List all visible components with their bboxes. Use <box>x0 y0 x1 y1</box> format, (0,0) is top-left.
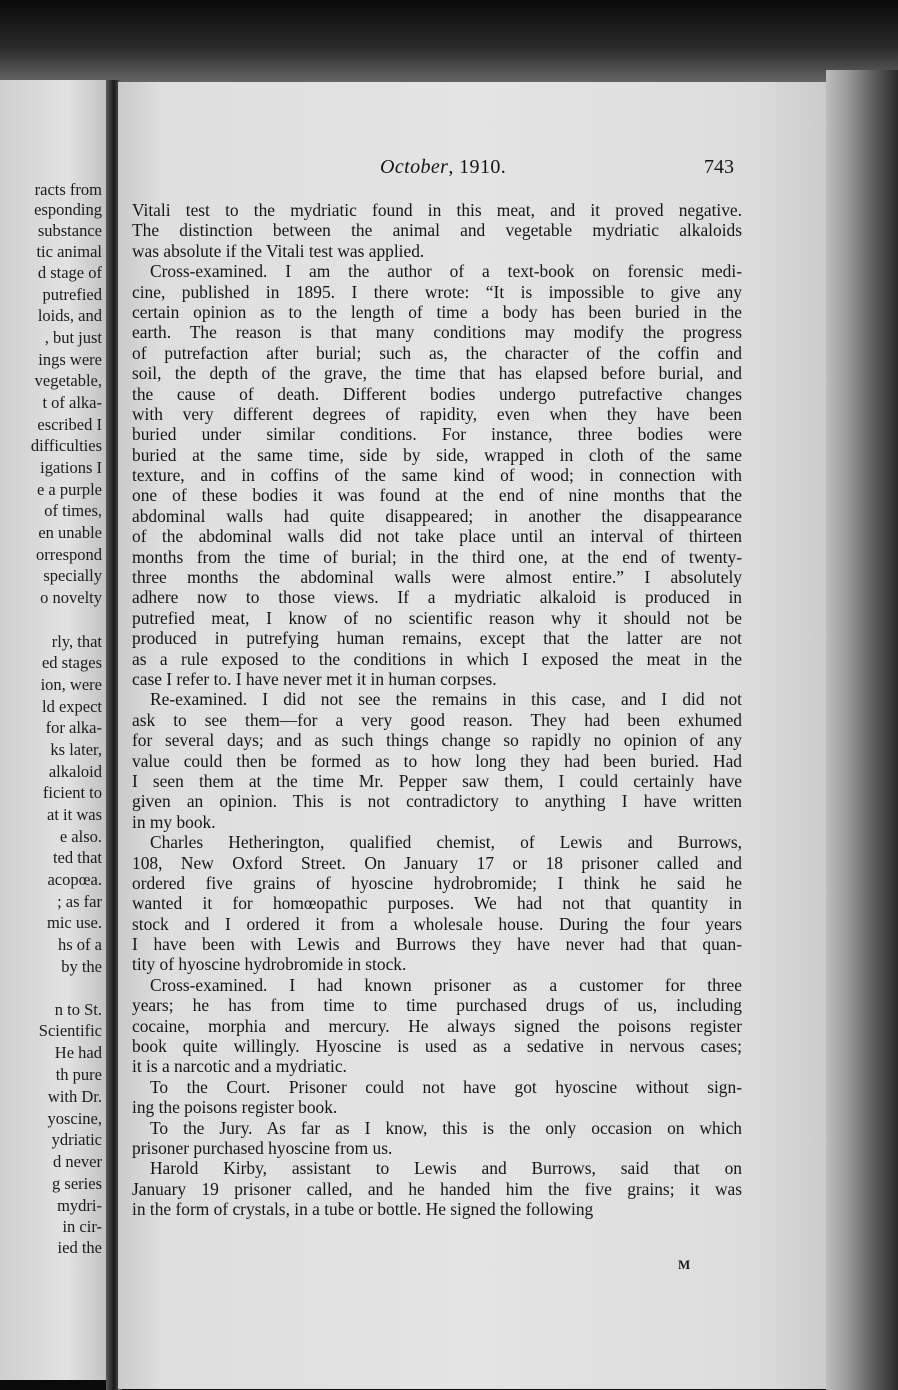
text-line: of putrefaction after burial; such as, the character of the coffin and <box>132 342 742 363</box>
text-line: cine, published in 1895. I there wrote: “It is impossible to give any <box>132 281 742 302</box>
left-page-line: mydri- <box>57 1196 102 1215</box>
left-page-line: Scientific <box>38 1021 102 1040</box>
text-line: ask to see them—for a very good reason. They had been exhumed <box>132 709 742 730</box>
left-page-line: substance <box>37 221 102 240</box>
text-line: for several days; and as such things change so rapidly no opinion of any <box>132 730 742 751</box>
left-page-line: d stage of <box>37 263 102 282</box>
text-line: in the form of crystals, in a tube or bottle. He signed the following <box>132 1199 594 1220</box>
left-page-line: esponding <box>34 200 102 219</box>
left-page-line: tic animal <box>36 242 102 261</box>
running-head <box>380 156 506 179</box>
text-line: ordered five grains of hyoscine hydrobromide; I think he said he <box>132 872 742 893</box>
page-number: 743 <box>704 156 734 178</box>
left-page-line: en unable <box>38 523 102 542</box>
top-shadow <box>0 0 898 95</box>
left-page-line: racts from <box>34 180 102 199</box>
left-page-line: specially <box>43 566 102 585</box>
text-line: texture, and in coffins of the same kind of wood; in connection with <box>132 465 742 486</box>
text-line: given an opinion. This is not contradictory to anything I have written <box>132 791 742 812</box>
text-line: Cross-examined. I am the author of a text-book on forensic medi- <box>150 261 742 282</box>
text-line: of the abdominal walls did not take place until an interval of thirteen <box>132 526 742 547</box>
text-line: earth. The reason is that many conditions may modify the progress <box>132 322 742 343</box>
text-line: value could then be formed as to how long they had been buried. Had <box>132 750 742 771</box>
page-header <box>118 156 828 182</box>
left-page-line: ted that <box>52 848 102 867</box>
left-page-line: mic use. <box>47 913 102 932</box>
text-line: Harold Kirby, assistant to Lewis and Burrows, said that on <box>150 1158 742 1179</box>
text-line: The distinction between the animal and vegetable mydriatic alkaloids <box>132 220 742 241</box>
text-line: buried under similar conditions. For instance, three bodies were <box>132 424 742 445</box>
left-page-line: vegetable, <box>34 371 102 390</box>
left-page-line: escribed I <box>37 415 102 434</box>
text-line: ing the poisons register book. <box>132 1097 338 1118</box>
left-page-line: ings were <box>38 350 102 369</box>
text-line: I seen them at the time Mr. Pepper saw them, I could certainly have <box>132 770 742 791</box>
left-page-line: t of alka- <box>42 393 102 412</box>
text-line: January 19 prisoner called, and he handed him the five grains; it was <box>132 1178 742 1199</box>
text-line: wanted it for homœopathic purposes. We had not that quantity in <box>132 893 742 914</box>
left-page-line: orrespond <box>36 545 102 564</box>
left-page-line: g series <box>52 1174 102 1193</box>
left-page-line: ficient to <box>42 783 102 802</box>
text-line: tity of hyoscine hydrobromide in stock. <box>132 954 407 975</box>
left-page-line: ied the <box>57 1238 102 1257</box>
text-line: it is a narcotic and a mydriatic. <box>132 1056 347 1077</box>
text-line: with very different degrees of rapidity, even when they have been <box>132 403 742 424</box>
left-page-line: at it was <box>47 805 102 824</box>
text-line: stock and I ordered it from a wholesale house. During the four years <box>132 913 742 934</box>
left-page-line: ld expect <box>41 697 102 716</box>
text-line: months from the time of burial; in the third one, at the end of twenty- <box>132 546 742 567</box>
text-line: case I refer to. I have never met it in human corpses. <box>132 668 497 689</box>
text-line: Re-examined. I did not see the remains in this case, and I did not <box>150 689 742 710</box>
left-page-line: He had <box>54 1043 102 1062</box>
text-line: one of these bodies it was found at the end of nine months that the <box>132 485 742 506</box>
page-edge <box>826 70 898 1390</box>
left-page-line: e also. <box>59 827 102 846</box>
left-page-line: alkaloid <box>48 762 102 781</box>
left-page-line: , but just <box>44 328 102 347</box>
left-page-line: n to St. <box>54 1000 102 1019</box>
left-page-line: e a purple <box>36 480 102 499</box>
running-head-year: , 1910. <box>448 156 507 178</box>
left-page-line: ; as far <box>57 892 102 911</box>
left-page-line: by the <box>61 957 102 976</box>
text-line: 108, New Oxford Street. On January 17 or 18 prisoner called and <box>132 852 742 873</box>
left-page-line: difficulties <box>30 436 102 455</box>
text-line: the cause of death. Different bodies undergo putrefactive changes <box>132 383 742 404</box>
text-line: book quite willingly. Hyoscine is used as a sedative in nervous cases; <box>132 1036 742 1057</box>
text-line: three months the abdominal walls were almost entire.” I absolutely <box>132 567 742 588</box>
text-line: cocaine, morphia and mercury. He always signed the poisons register <box>132 1015 742 1036</box>
left-page-line: of times, <box>44 501 102 520</box>
text-line: abdominal walls had quite disappeared; in another the disappearance <box>132 505 742 526</box>
left-page-line: o novelty <box>40 588 102 607</box>
left-page-line: d never <box>52 1152 102 1171</box>
text-line: soil, the depth of the grave, the time that has elapsed before burial, and <box>132 363 742 384</box>
text-line: putrefied meat, I know of no scientific reason why it should not be <box>132 607 742 628</box>
left-page-line: yoscine, <box>47 1109 102 1128</box>
running-head-month: October <box>380 156 449 178</box>
text-line: To the Jury. As far as I know, this is the only occasion on which <box>150 1117 742 1138</box>
text-line: adhere now to those views. If a mydriatic alkaloid is produced in <box>132 587 742 608</box>
right-page <box>118 82 828 1389</box>
text-line: To the Court. Prisoner could not have got hyoscine without sign- <box>150 1076 742 1097</box>
left-page-fragment <box>0 80 112 1380</box>
left-page-line: loids, and <box>37 306 102 325</box>
left-page-line: igations I <box>40 458 102 477</box>
text-line: prisoner purchased hyoscine from us. <box>132 1137 393 1158</box>
text-line: in my book. <box>132 811 216 832</box>
text-line: Charles Hetherington, qualified chemist, of Lewis and Burrows, <box>150 832 742 853</box>
left-page-line: ed stages <box>41 653 102 672</box>
left-page-line: th pure <box>55 1065 102 1084</box>
text-line: was absolute if the Vitali test was applied. <box>132 240 425 261</box>
left-page-line: putrefied <box>42 285 102 304</box>
text-line: produced in putrefying human remains, except that the latter are not <box>132 628 742 649</box>
text-line: certain opinion as to the length of time a body has been buried in the <box>132 301 742 322</box>
text-line: as a rule exposed to the conditions in which I exposed the meat in the <box>132 648 742 669</box>
text-line: buried at the same time, side by side, wrapped in cloth of the same <box>132 444 742 465</box>
left-page-line: acopœa. <box>47 870 102 889</box>
text-line: I have been with Lewis and Burrows they have never had that quan- <box>132 934 742 955</box>
left-page-line: ion, were <box>40 675 102 694</box>
signature-mark: M <box>678 1257 691 1272</box>
left-page-line: with Dr. <box>47 1087 102 1106</box>
left-page-line: rly, that <box>51 632 102 651</box>
text-line: Vitali test to the mydriatic found in this meat, and it proved negative. <box>132 200 742 220</box>
left-page-line: ks later, <box>50 740 102 759</box>
left-page-line: hs of a <box>58 935 102 954</box>
left-page-line: in cir- <box>62 1217 102 1236</box>
text-line: years; he has from time to time purchased drugs of us, including <box>132 995 742 1016</box>
body-text <box>132 200 742 1220</box>
left-page-line: ydriatic <box>51 1130 102 1149</box>
text-line: Cross-examined. I had known prisoner as a customer for three <box>150 974 742 995</box>
left-page-line: for alka- <box>45 718 102 737</box>
